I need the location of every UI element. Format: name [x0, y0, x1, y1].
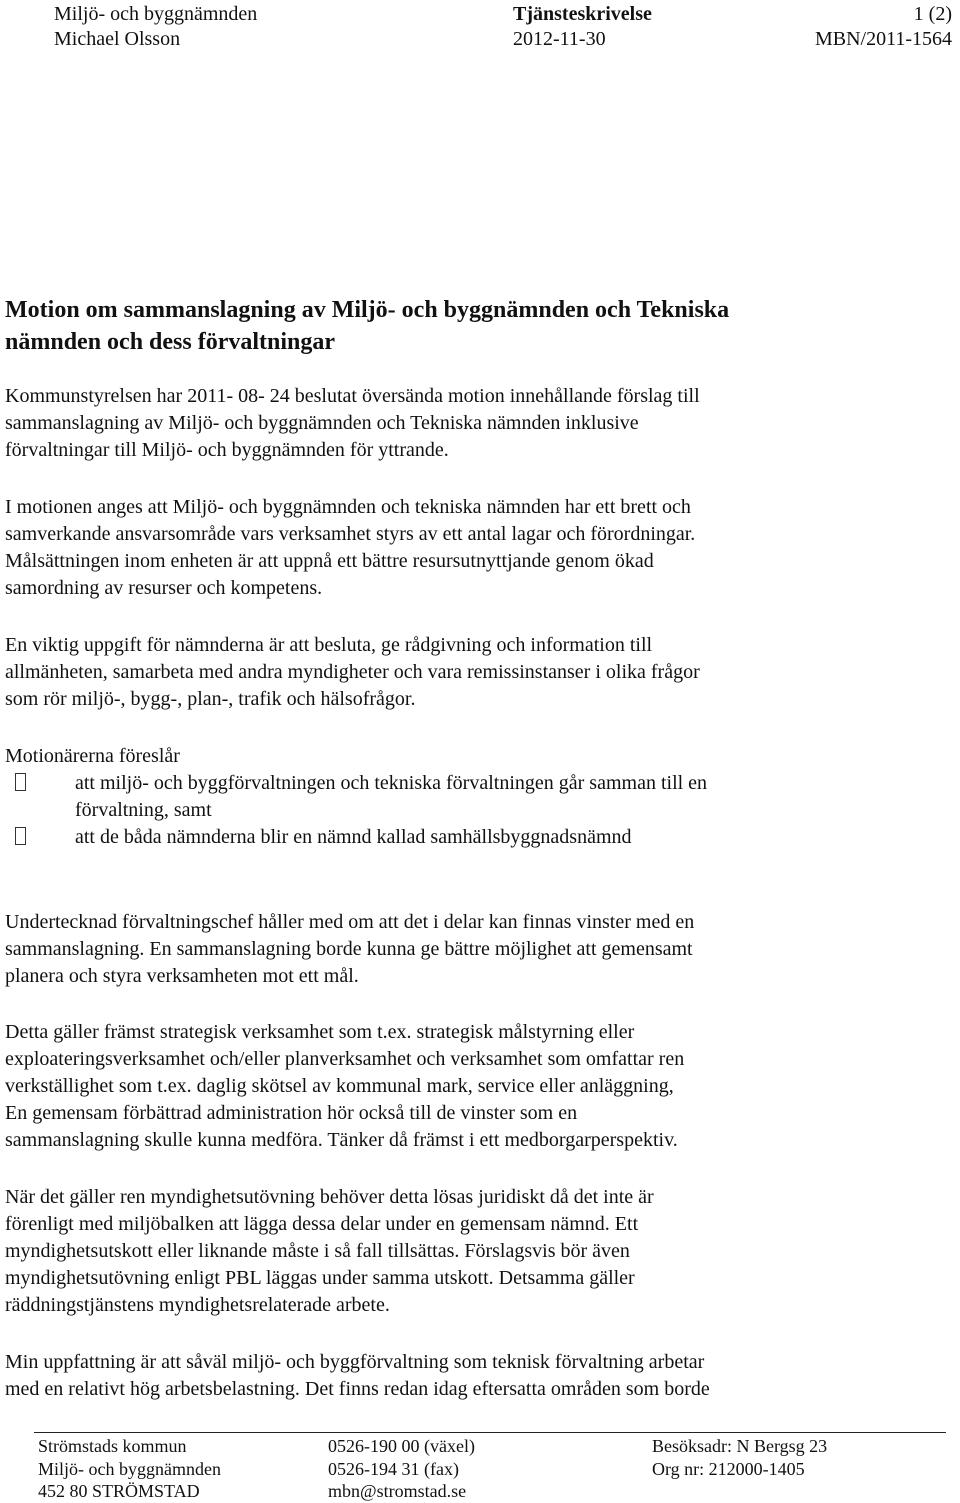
text-line: Kommunstyrelsen har 2011- 08- 24 beslutat översända motion innehållande förslag till: [5, 385, 700, 407]
header-page-number: 1 (2): [913, 3, 952, 25]
text-line: En viktig uppgift för nämnderna är att besluta, ge rådgivning och information till: [5, 634, 653, 656]
text-line: I motionen anges att Miljö- och byggnämnden och tekniska nämnden har ett brett och: [5, 496, 691, 518]
header-date: 2012-11-30: [513, 28, 606, 50]
header-author: Michael Olsson: [54, 28, 181, 50]
text-line: Undertecknad förvaltningschef håller med om att det i delar kan finnas vinster med en: [5, 911, 695, 933]
footer-contact: [328, 1435, 475, 1503]
text-line: sammanslagning. En sammanslagning borde kunna ge bättre möjlighet att gemensamt: [5, 938, 693, 960]
text-line: med en relativt hög arbetsbelastning. Det finns redan idag eftersatta områden som borde: [5, 1378, 710, 1400]
paragraph-opinion: [5, 909, 950, 990]
text-line: sammanslagning av Miljö- och byggnämnden och Tekniska nämnden inklusive: [5, 412, 639, 434]
text-line: att de båda nämnderna blir en nämnd kallad samhällsbyggnadsnämnd: [75, 826, 632, 848]
paragraph-strategic: [5, 1019, 950, 1154]
text-line: Min uppfattning är att såväl miljö- och byggförvaltning som teknisk förvaltning arbetar: [5, 1351, 705, 1373]
proposal-section: [5, 743, 950, 851]
text-line: allmänheten, samarbeta med andra myndigheter och vara remissinstanser i olika frågor: [5, 661, 700, 683]
proposal-bullet: [5, 770, 950, 824]
text-line: Detta gäller främst strategisk verksamhet som t.ex. strategisk målstyrning eller: [5, 1021, 635, 1043]
header-doc-type: Tjänsteskrivelse: [513, 3, 652, 25]
text-line: räddningstjänstens myndighetsrelaterade arbete.: [5, 1294, 390, 1316]
text-line: förvaltning, samt: [75, 799, 212, 821]
text-line: En gemensam förbättrad administration hör också till de vinster som en: [5, 1102, 578, 1124]
footer-line: Org nr: 212000-1405: [652, 1458, 805, 1479]
title-line: nämnden och dess förvaltningar: [5, 329, 336, 355]
bullet-box-icon: [15, 827, 26, 845]
footer-address: [38, 1435, 221, 1503]
text-line: förvaltningar till Miljö- och byggnämnden för yttrande.: [5, 439, 449, 461]
header-reference: MBN/2011-1564: [814, 28, 952, 50]
text-line: Målsättningen inom enheten är att uppnå ett bättre resursutnyttjande genom ökad: [5, 550, 654, 572]
footer-line: Miljö- och byggnämnden: [38, 1458, 221, 1479]
footer-line: Strömstads kommun: [38, 1436, 187, 1456]
proposal-intro: Motionärerna föreslår: [5, 745, 180, 767]
text-line: planera och styra verksamheten mot ett mål.: [5, 965, 359, 987]
text-line: förenligt med miljöbalken att lägga dessa delar under en gemensam nämnd. Ett: [5, 1213, 639, 1235]
document-title: [5, 294, 950, 358]
text-line: myndighetsutskott eller liknande måste i så fall tillsättas. Förslagsvis bör även: [5, 1240, 630, 1262]
footer-line: 452 80 STRÖMSTAD: [38, 1481, 200, 1501]
paragraph-referral: [5, 383, 950, 464]
footer-visiting: [652, 1435, 827, 1480]
text-line: sammanslagning skulle kunna medföra. Tänker då främst i ett medborgarperspektiv.: [5, 1129, 678, 1151]
text-line: När det gäller ren myndighetsutövning behöver detta lösas juridiskt då det inte är: [5, 1186, 654, 1208]
footer-divider: [34, 1432, 946, 1433]
text-line: myndighetsutövning enligt PBL läggas under samma utskott. Detsamma gäller: [5, 1267, 635, 1289]
footer-line: 0526-190 00 (växel): [328, 1436, 475, 1456]
text-line: verkställighet som t.ex. daglig skötsel av kommunal mark, service eller anläggning,: [5, 1075, 674, 1097]
footer-line: Besöksadr: N Bergsg 23: [652, 1436, 828, 1456]
text-line: samverkande ansvarsområde vars verksamhet styrs av ett antal lagar och förordningar.: [5, 523, 696, 545]
header-org: Miljö- och byggnämnden: [54, 3, 258, 25]
paragraph-workload: [5, 1349, 950, 1403]
text-line: som rör miljö-, bygg-, plan-, trafik och hälsofrågor.: [5, 688, 416, 710]
text-line: samordning av resurser och kompetens.: [5, 577, 323, 599]
paragraph-authority: [5, 1184, 950, 1319]
paragraph-motion-summary: [5, 494, 950, 602]
paragraph-tasks: [5, 632, 950, 713]
footer-line: mbn@stromstad.se: [328, 1481, 467, 1501]
proposal-bullet: [5, 824, 950, 851]
text-line: att miljö- och byggförvaltningen och tekniska förvaltningen går samman till en: [75, 772, 708, 794]
text-line: exploateringsverksamhet och/eller planverksamhet och verksamhet som omfattar ren: [5, 1048, 685, 1070]
bullet-box-icon: [15, 773, 26, 791]
footer-line: 0526-194 31 (fax): [328, 1458, 459, 1479]
title-line: Motion om sammanslagning av Miljö- och byggnämnden och Tekniska: [5, 297, 730, 323]
